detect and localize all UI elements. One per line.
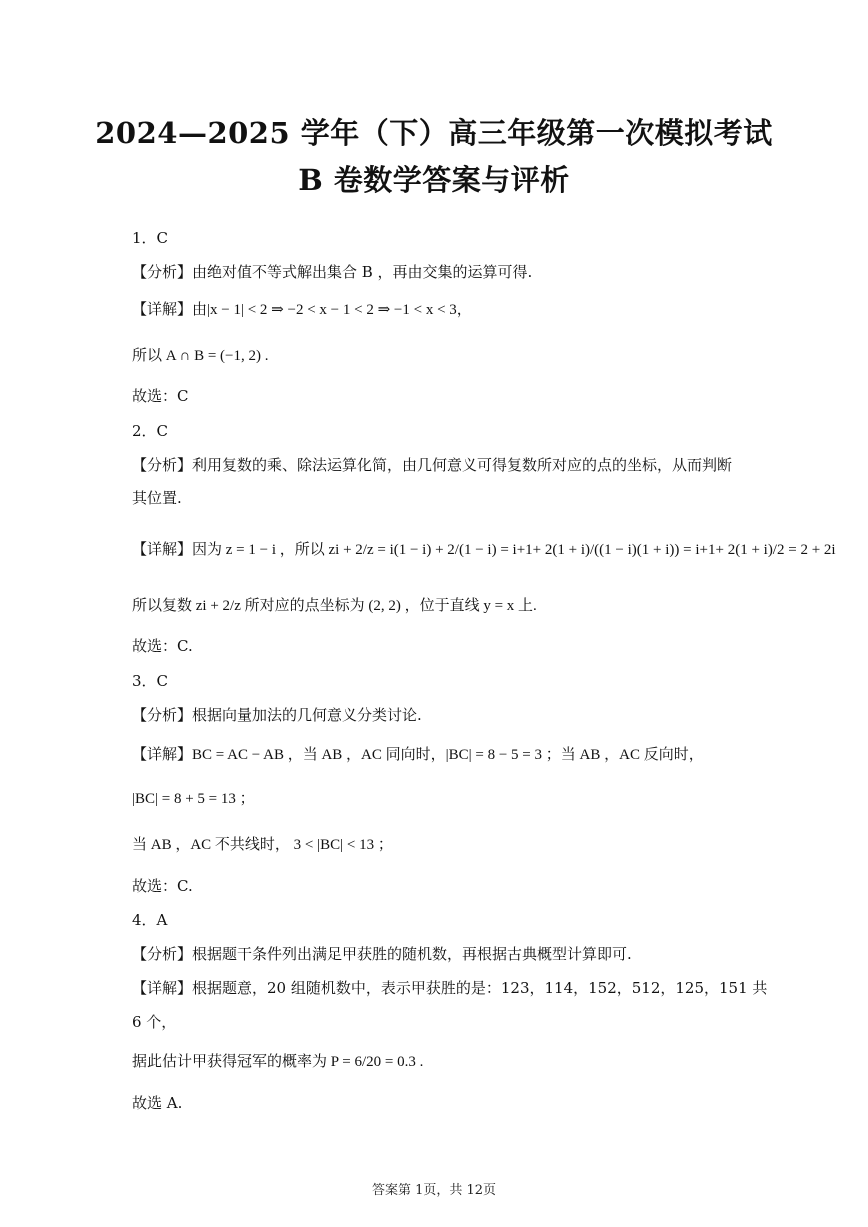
q3-detail: 【详解】BC = AC − AB ，当 AB ，AC 同向时，|BC| = 8 − 5 = 3 ；当 AB ，AC 反向时，: [132, 747, 704, 763]
q2-line: 所以复数 zi + 2/z 所对应的点坐标为 (2, 2) ，位于直线 y = x 上.: [132, 598, 537, 614]
q4-detail: 【详解】根据题意，20 组随机数中，表示甲获胜的是：123，114，152，512，125，151 共: [132, 979, 768, 997]
q4-conclusion: 故选 A.: [132, 1094, 183, 1112]
q2-analysis-cont: 其位置.: [132, 489, 182, 507]
q1-line: 所以 A ∩ B = (−1, 2) .: [132, 348, 269, 364]
q4-detail-cont: 6 个，: [132, 1013, 177, 1031]
q4-line: 据此估计甲获得冠军的概率为 P = 6/20 = 0.3 .: [132, 1054, 424, 1070]
page-footer: 答案第 1页，共 12页: [371, 1183, 497, 1198]
q2-analysis: 【分析】利用复数的乘、除法运算化简，由几何意义可得复数所对应的点的坐标，从而判断: [132, 456, 733, 474]
q3-line-1: |BC| = 8 + 5 = 13 ；: [132, 791, 255, 807]
q2-header: 2．C: [132, 422, 169, 440]
title-line-2: B 卷数学答案与评析: [298, 163, 570, 197]
title-line-1: 2024—2025 学年（下）高三年级第一次模拟考试: [95, 116, 773, 150]
q1-conclusion: 故选：C: [132, 387, 189, 405]
q2-detail: 【详解】因为 z = 1 − i ，所以 zi + 2/z = i(1 − i) + 2/(1 − i) = i+1+ 2(1 + i)/((1 − i)(1 + i)) = i+1+ 2(1 + i)/2 = 2 + 2i: [132, 542, 836, 558]
q3-header: 3．C: [132, 672, 169, 690]
q3-analysis: 【分析】根据向量加法的几何意义分类讨论.: [132, 706, 422, 724]
q3-line-2: 当 AB ，AC 不共线时， 3 < |BC| < 13 ；: [132, 837, 393, 853]
q1-header: 1．C: [132, 229, 169, 247]
q1-analysis: 【分析】由绝对值不等式解出集合 B ，再由交集的运算可得.: [132, 263, 533, 281]
q4-analysis: 【分析】根据题干条件列出满足甲获胜的随机数，再根据古典概型计算即可.: [132, 945, 632, 963]
q4-header: 4．A: [132, 911, 168, 929]
q1-detail: 【详解】由|x − 1| < 2 ⇒ −2 < x − 1 < 2 ⇒ −1 < x < 3，: [132, 302, 472, 318]
q3-conclusion: 故选：C.: [132, 877, 193, 895]
q2-conclusion: 故选：C.: [132, 637, 193, 655]
